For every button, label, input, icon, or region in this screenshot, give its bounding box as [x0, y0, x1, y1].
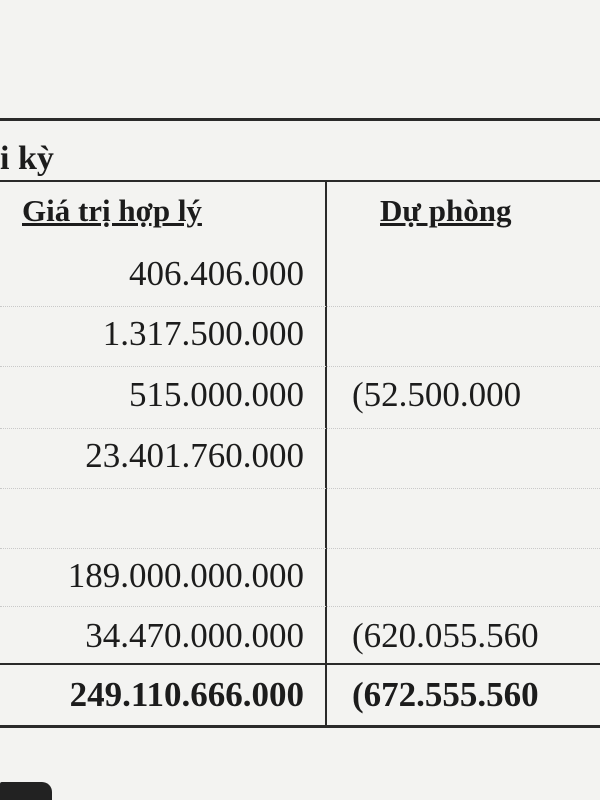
total-provision: (672.555.560 [352, 675, 539, 714]
row-separator [0, 306, 600, 307]
fair-value-row-6: 34.470.000.000 [85, 616, 304, 655]
fair-value-header: Giá trị hợp lý [22, 193, 202, 228]
total-bottom-rule [0, 725, 600, 728]
cut-off-text-fragment [0, 782, 52, 800]
period-label: i kỳ [0, 140, 54, 177]
provision-row-3: (52.500.000 [352, 375, 522, 414]
total-fair-value: 249.110.666.000 [69, 675, 304, 714]
row-separator [0, 606, 600, 607]
row-separator [0, 488, 600, 489]
row-separator [0, 428, 600, 429]
fair-value-row-3: 515.000.000 [129, 375, 304, 414]
provision-header: Dự phòng [380, 193, 512, 228]
total-top-rule [0, 663, 600, 665]
provision-row-6: (620.055.560 [352, 616, 539, 655]
fair-value-row-2: 1.317.500.000 [102, 314, 304, 353]
fair-value-row-5: 189.000.000.000 [67, 556, 304, 595]
fair-value-row-1: 406.406.000 [129, 254, 304, 293]
fair-value-row-4: 23.401.760.000 [85, 436, 304, 475]
row-separator [0, 366, 600, 367]
column-divider [325, 182, 327, 728]
table-top-rule [0, 118, 600, 121]
row-separator [0, 548, 600, 549]
header-bottom-rule [0, 180, 600, 182]
